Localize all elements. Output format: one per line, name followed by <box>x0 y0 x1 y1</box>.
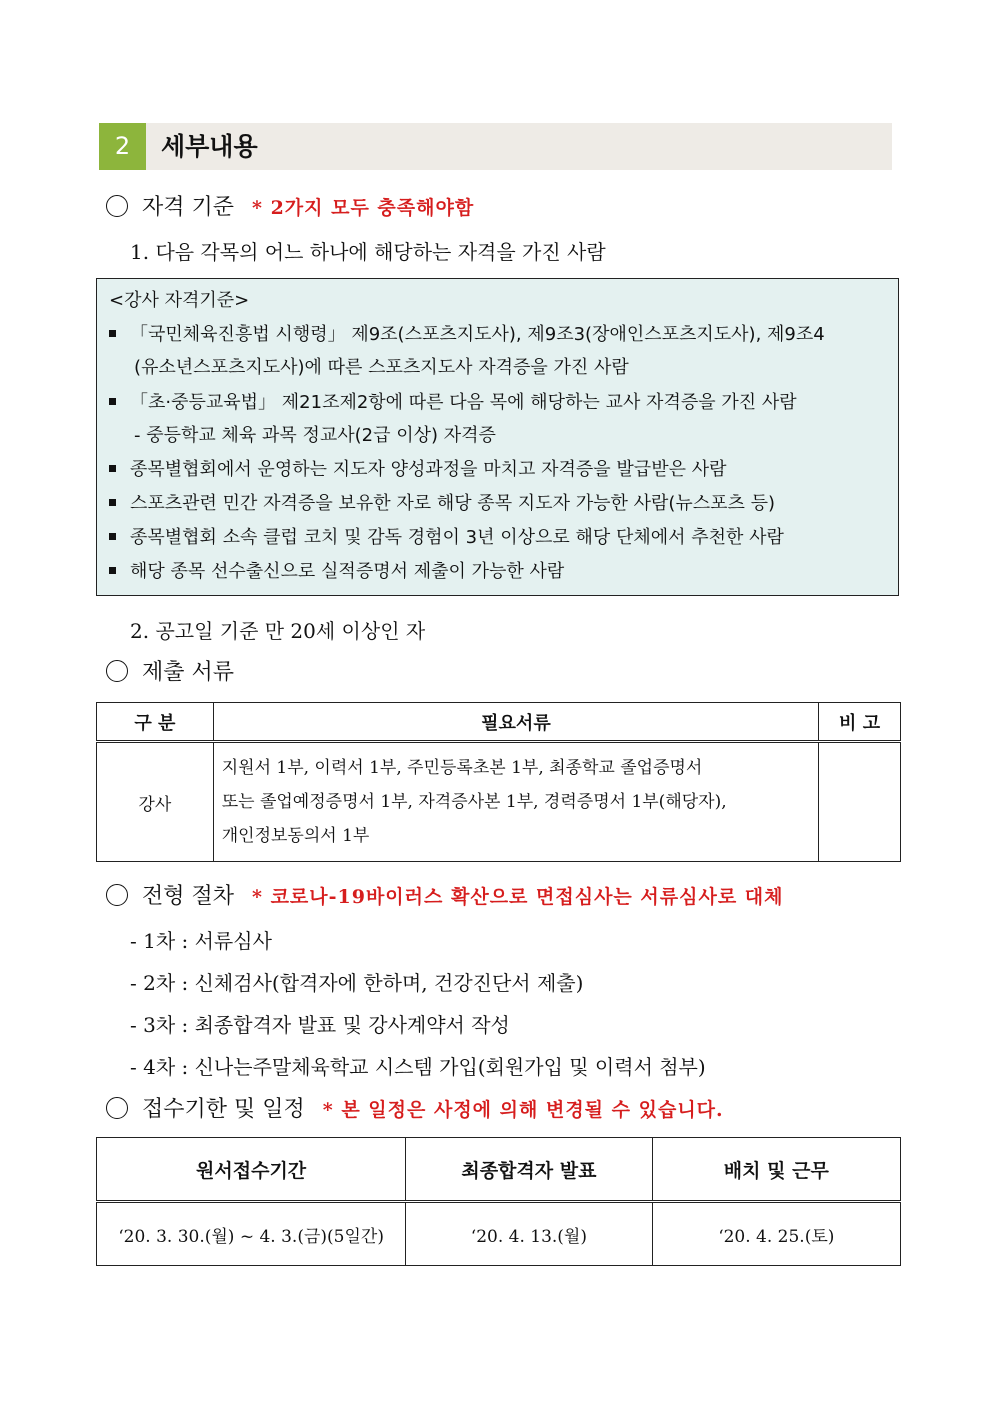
qualification-heading <box>106 193 474 223</box>
bullet-icon <box>109 567 116 574</box>
circle-icon <box>106 884 128 906</box>
category-cell: 강사 <box>97 742 214 862</box>
bullet-icon <box>109 398 116 405</box>
table-row <box>97 742 901 862</box>
qual-line: 「초·중등교육법」 제21조제2항에 따른 다음 목에 해당하는 교사 자격증을 가진 사람 <box>109 390 797 416</box>
process-heading <box>106 882 784 912</box>
box-title: <강사 자격기준> <box>109 290 250 311</box>
table-header: 필요서류 <box>213 703 818 742</box>
section-header <box>99 123 892 170</box>
qualification-item-1: 1. 다음 각목의 어느 하나에 해당하는 자격을 가진 사람 <box>130 240 606 264</box>
bullet-icon <box>109 465 116 472</box>
section-title: 세부내용 <box>161 132 258 161</box>
process-step: - 2차 : 신체검사(합격자에 한하며, 건강진단서 제출) <box>130 971 584 995</box>
documents-table <box>96 702 901 862</box>
schedule-heading-text: 접수기한 및 일정 <box>142 1097 305 1122</box>
section-number: 2 <box>99 123 146 170</box>
qual-line: 「국민체육진흥법 시행령」 제9조(스포츠지도사), 제9조3(장애인스포츠지도사), 제9조4 <box>109 322 825 348</box>
table-header: 원서접수기간 <box>97 1138 406 1202</box>
qual-line: 스포츠관련 민간 자격증을 보유한 자로 해당 종목 지도자 가능한 사람(뉴스포츠 등) <box>109 491 775 517</box>
schedule-note: * 본 일정은 사정에 의해 변경될 수 있습니다. <box>322 1099 724 1121</box>
documents-line: 또는 졸업예정증명서 1부, 자격증사본 1부, 경력증명서 1부(해당자), <box>221 792 727 812</box>
qualification-item-2: 2. 공고일 기준 만 20세 이상인 자 <box>130 619 426 643</box>
circle-icon <box>106 1097 128 1119</box>
remark-cell <box>819 742 901 862</box>
documents-cell <box>213 742 818 862</box>
process-heading-text: 전형 절차 <box>142 884 235 909</box>
qualification-box <box>96 278 899 596</box>
qualification-heading-text: 자격 기준 <box>142 195 235 220</box>
qual-line: 해당 종목 선수출신으로 실적증명서 제출이 가능한 사람 <box>109 559 564 585</box>
process-step: - 1차 : 서류심사 <box>130 929 272 953</box>
documents-heading <box>106 658 234 688</box>
circle-icon <box>106 660 128 682</box>
table-header: 비 고 <box>819 703 901 742</box>
announcement-cell: ‘20. 4. 13.(월) <box>406 1202 652 1266</box>
qualification-note: * 2가지 모두 충족해야함 <box>252 197 475 219</box>
table-header: 구 분 <box>97 703 214 742</box>
circle-icon <box>106 195 128 217</box>
schedule-heading <box>106 1095 724 1125</box>
bullet-icon <box>109 533 116 540</box>
qual-line: (유소년스포츠지도사)에 따른 스포츠지도사 자격증을 가진 사람 <box>134 357 629 378</box>
qual-line: 종목별협회 소속 클럽 코치 및 감독 경험이 3년 이상으로 해당 단체에서 추천한 사람 <box>109 525 784 551</box>
application-period-cell: ‘20. 3. 30.(월) ~ 4. 3.(금)(5일간) <box>97 1202 406 1266</box>
bullet-icon <box>109 330 116 337</box>
qual-line: - 중등학교 체육 과목 정교사(2급 이상) 자격증 <box>134 425 496 446</box>
documents-line: 개인정보동의서 1부 <box>221 826 370 846</box>
table-header: 최종합격자 발표 <box>406 1138 652 1202</box>
documents-line: 지원서 1부, 이력서 1부, 주민등록초본 1부, 최종학교 졸업증명서 <box>221 758 703 778</box>
qual-line: 종목별협회에서 운영하는 지도자 양성과정을 마치고 자격증을 발급받은 사람 <box>109 457 726 483</box>
assignment-cell: ‘20. 4. 25.(토) <box>652 1202 900 1266</box>
documents-heading-text: 제출 서류 <box>142 660 235 685</box>
schedule-table <box>96 1137 901 1266</box>
process-note: * 코로나-19바이러스 확산으로 면접심사는 서류심사로 대체 <box>252 886 784 908</box>
process-step: - 4차 : 신나는주말체육학교 시스템 가입(회원가입 및 이력서 첨부) <box>130 1055 706 1079</box>
table-header: 배치 및 근무 <box>652 1138 900 1202</box>
bullet-icon <box>109 499 116 506</box>
table-row <box>97 1202 901 1266</box>
process-step: - 3차 : 최종합격자 발표 및 강사계약서 작성 <box>130 1013 510 1037</box>
